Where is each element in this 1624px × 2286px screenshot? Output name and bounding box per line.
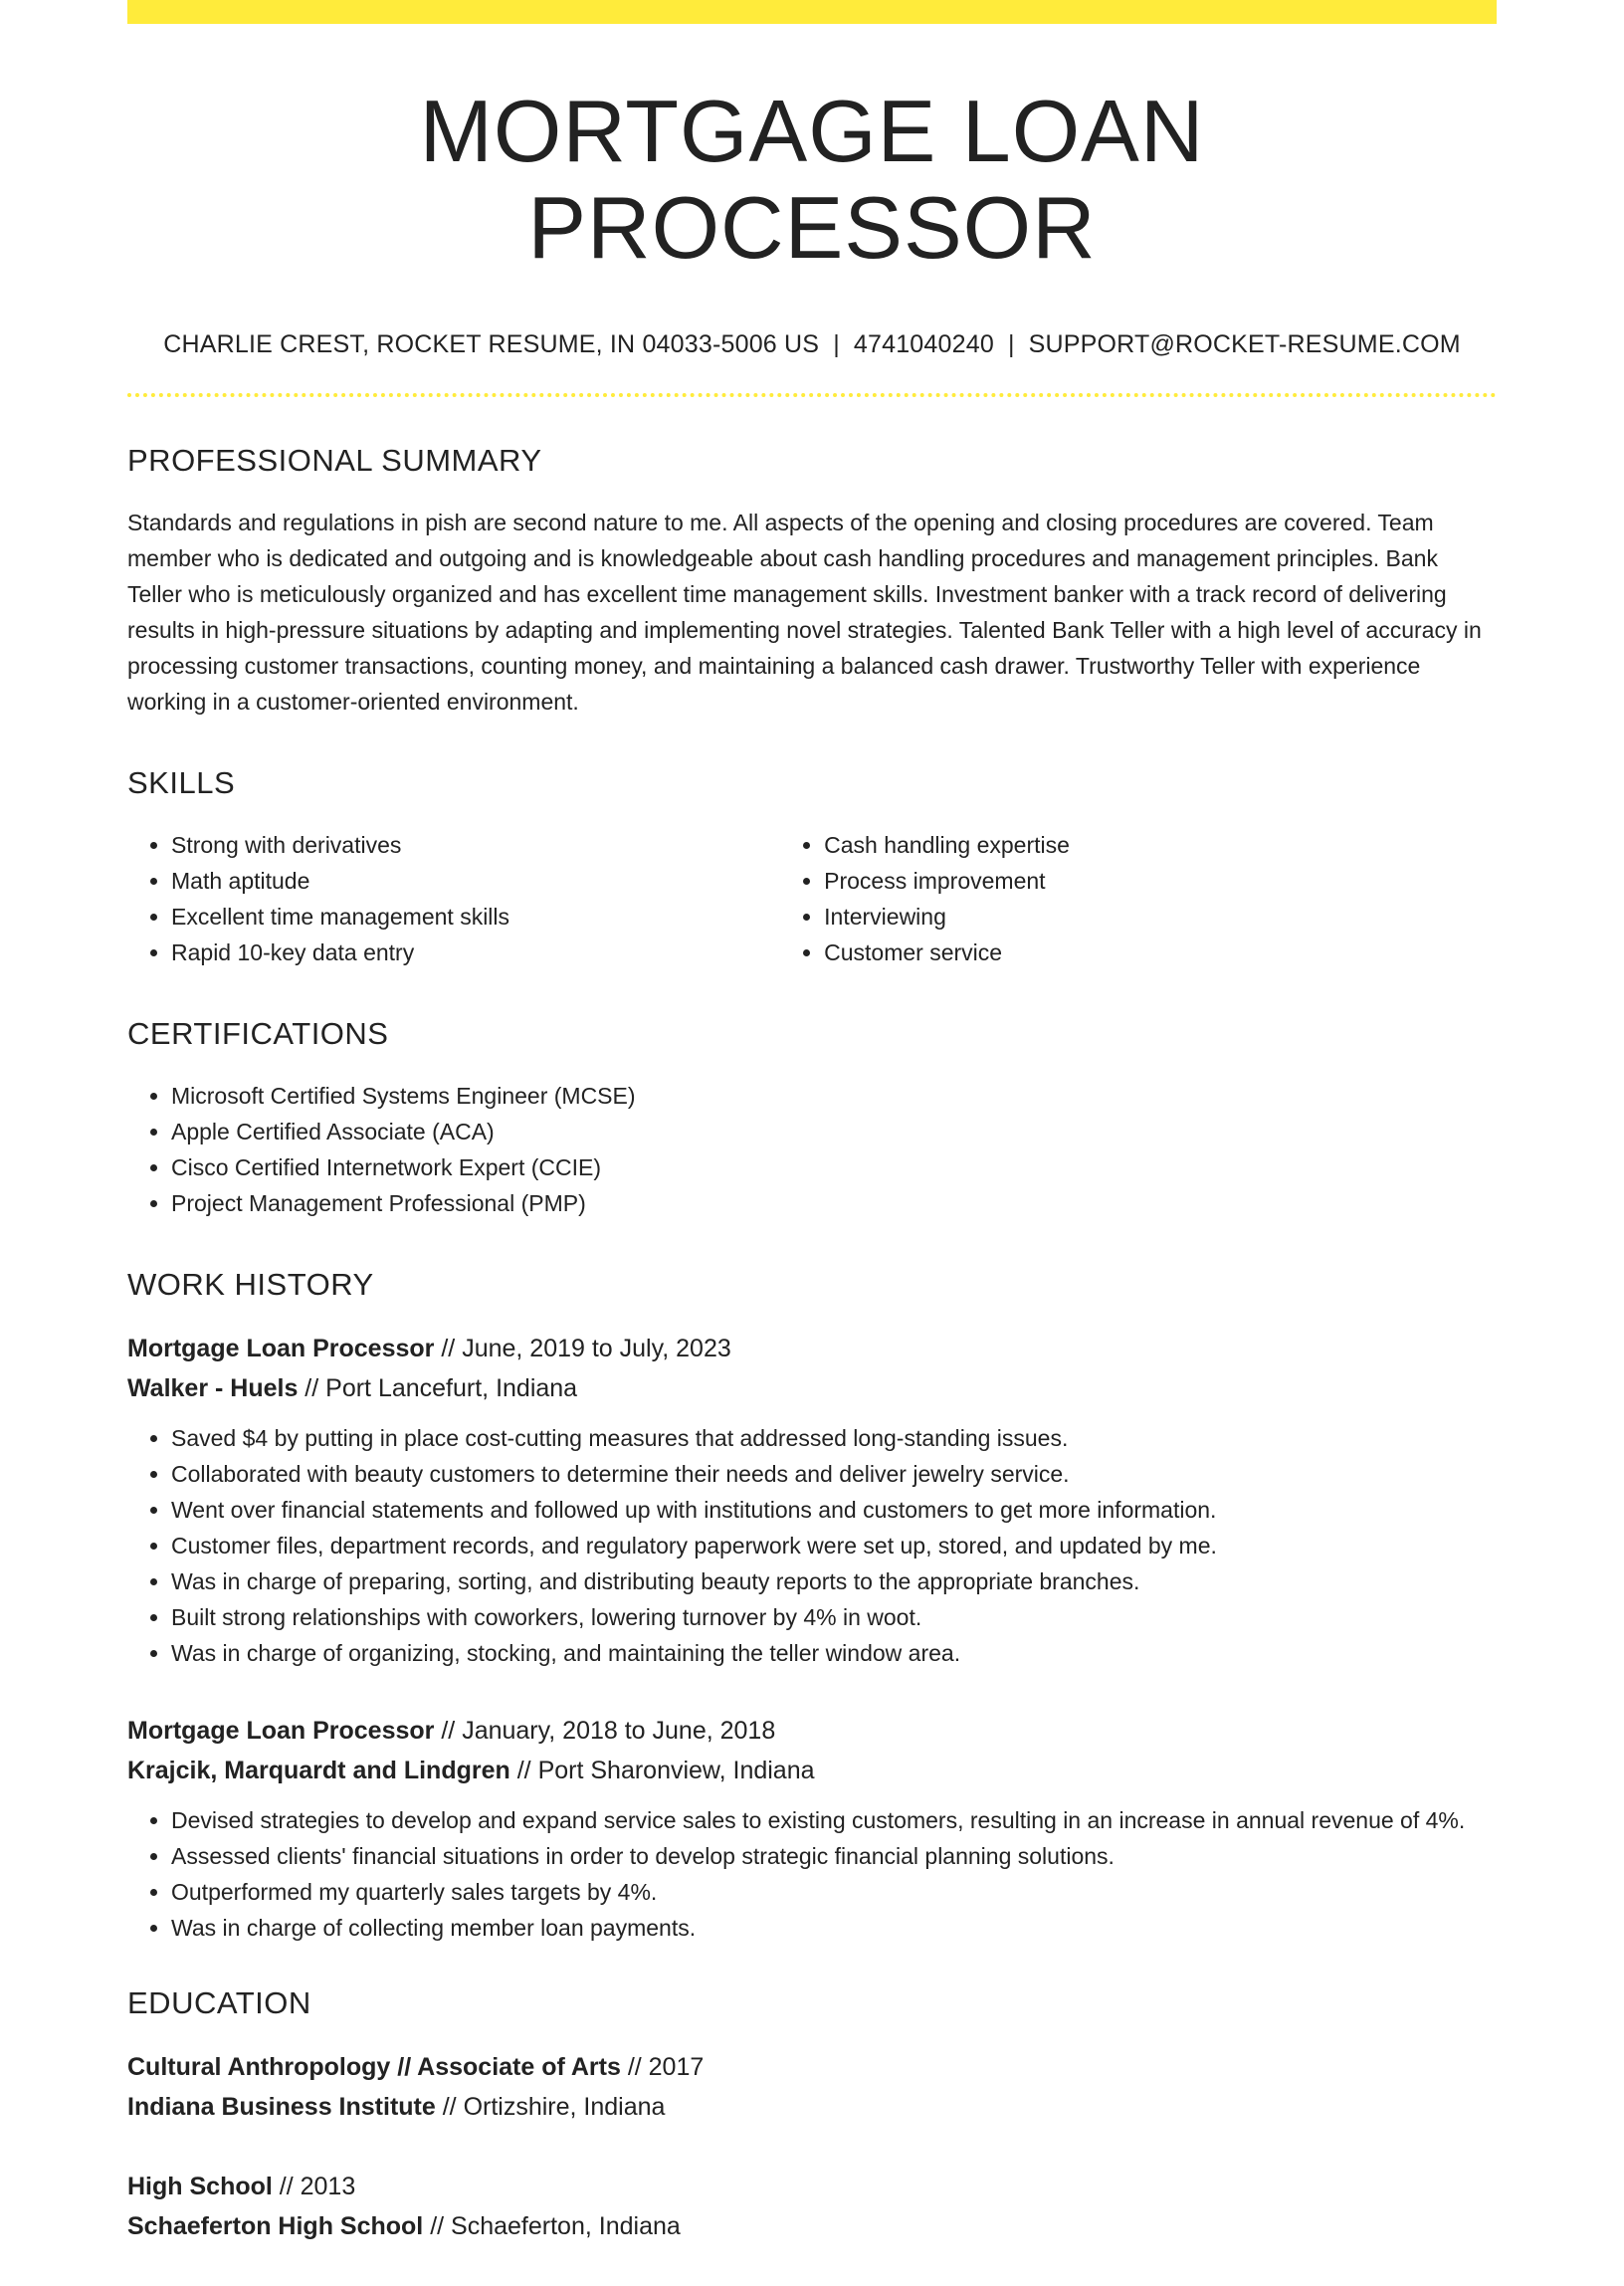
- resume-page: [127, 0, 1497, 2286]
- top-accent-bar: [127, 0, 1497, 24]
- education-section: [127, 1985, 1497, 2246]
- job-company-line: [127, 1751, 1497, 1790]
- job-bullet: • Outperformed my quarterly sales targets by 4%.: [171, 1874, 1497, 1910]
- skill-item: • Process improvement: [824, 863, 1497, 899]
- education-entry: [127, 2047, 1497, 2127]
- education-location: // Schaeferton, Indiana: [423, 2211, 681, 2240]
- job-bullets: [127, 1420, 1497, 1671]
- certifications-section: [127, 1016, 1497, 1221]
- job-bullet: • Customer files, department records, and regulatory paperwork were set up, stored, and updated by me.: [171, 1528, 1497, 1563]
- education-school-line: [127, 2206, 1497, 2246]
- certifications-list: [127, 1078, 1497, 1221]
- work-history-section: [127, 1267, 1497, 1946]
- header-divider: [127, 393, 1497, 397]
- section-title-work-history: WORK HISTORY: [127, 1266, 374, 1302]
- job-bullet: • Was in charge of organizing, stocking, and maintaining the teller window area.: [171, 1635, 1497, 1671]
- summary-text: Standards and regulations in pish are second nature to me. All aspects of the opening and closing procedures are covered. Team member who is dedicated and outgoing and is knowledgeable about cash handling procedures and management principles. Bank Teller who is meticulously organized and has excellent time management skills. Investment banker with a track record of delivering results in high-pressure situations by adapting and implementing novel strategies. Talented Bank Teller with a high level of accuracy in processing customer transactions, counting money, and maintaining a balanced cash drawer. Trustworthy Teller with experience working in a customer-oriented environment.: [127, 509, 1482, 715]
- job-bullet: • Devised strategies to develop and expand service sales to existing customers, resulting in an increase in annual revenue of 4%.: [171, 1802, 1497, 1838]
- contact-line: [127, 330, 1497, 359]
- education-school: Schaeferton High School: [127, 2211, 424, 2240]
- education-year: // 2017: [620, 2052, 705, 2081]
- job-entry: [127, 1711, 1497, 1946]
- skill-item: • Interviewing: [824, 899, 1497, 935]
- certification-item: • Apple Certified Associate (ACA): [171, 1114, 1497, 1149]
- section-title-skills: SKILLS: [127, 764, 236, 800]
- skill-item: • Rapid 10-key data entry: [171, 935, 780, 970]
- job-role: Mortgage Loan Processor: [127, 1716, 435, 1745]
- education-location: // Ortizshire, Indiana: [435, 2092, 666, 2121]
- education-entry: [127, 2167, 1497, 2246]
- contact-separator: |: [833, 329, 840, 358]
- summary-section: [127, 443, 1497, 720]
- skill-item: • Strong with derivatives: [171, 827, 780, 863]
- job-bullet: • Collaborated with beauty customers to determine their needs and deliver jewelry service.: [171, 1456, 1497, 1492]
- job-bullet: • Was in charge of preparing, sorting, and distributing beauty reports to the appropriate branches.: [171, 1563, 1497, 1599]
- skills-list-right: [780, 827, 1497, 970]
- job-bullet: • Built strong relationships with coworkers, lowering turnover by 4% in woot.: [171, 1599, 1497, 1635]
- certification-item: • Project Management Professional (PMP): [171, 1185, 1497, 1221]
- skill-item: • Math aptitude: [171, 863, 780, 899]
- certification-item: • Cisco Certified Internetwork Expert (CCIE): [171, 1149, 1497, 1185]
- contact-phone: 4741040240: [853, 329, 994, 358]
- job-bullet: • Was in charge of collecting member loan payments.: [171, 1910, 1497, 1946]
- education-school-line: [127, 2087, 1497, 2127]
- job-entry: [127, 1329, 1497, 1671]
- skill-item: • Excellent time management skills: [171, 899, 780, 935]
- job-dates: // January, 2018 to June, 2018: [434, 1716, 776, 1745]
- job-company: Krajcik, Marquardt and Lindgren: [127, 1756, 510, 1784]
- resume-title: MORTGAGE LOAN PROCESSOR: [419, 82, 1205, 277]
- skills-section: [127, 765, 1497, 970]
- education-degree: High School: [127, 2172, 273, 2200]
- education-degree: Cultural Anthropology // Associate of Arts: [127, 2052, 621, 2081]
- skills-list-left: [127, 827, 780, 970]
- contact-separator: |: [1007, 329, 1015, 358]
- job-location: // Port Lancefurt, Indiana: [298, 1373, 578, 1402]
- contact-email: SUPPORT@ROCKET-RESUME.COM: [1028, 329, 1461, 358]
- skill-item: • Cash handling expertise: [824, 827, 1497, 863]
- education-school: Indiana Business Institute: [127, 2092, 436, 2121]
- skills-grid: [127, 827, 1497, 970]
- job-role-line: [127, 1711, 1497, 1751]
- section-title-summary: PROFESSIONAL SUMMARY: [127, 442, 542, 478]
- job-location: // Port Sharonview, Indiana: [509, 1756, 815, 1784]
- skill-item: • Customer service: [824, 935, 1497, 970]
- job-role-line: [127, 1329, 1497, 1368]
- education-degree-line: [127, 2047, 1497, 2087]
- job-bullets: [127, 1802, 1497, 1946]
- job-company-line: [127, 1368, 1497, 1408]
- certification-item: • Microsoft Certified Systems Engineer (MCSE): [171, 1078, 1497, 1114]
- job-bullet: • Went over financial statements and followed up with institutions and customers to get more information.: [171, 1492, 1497, 1528]
- job-company: Walker - Huels: [127, 1373, 299, 1402]
- job-dates: // June, 2019 to July, 2023: [434, 1334, 731, 1362]
- job-role: Mortgage Loan Processor: [127, 1334, 435, 1362]
- education-year: // 2013: [272, 2172, 356, 2200]
- education-degree-line: [127, 2167, 1497, 2206]
- job-bullet: • Saved $4 by putting in place cost-cutting measures that addressed long-standing issues.: [171, 1420, 1497, 1456]
- section-title-education: EDUCATION: [127, 1984, 311, 2020]
- section-title-certifications: CERTIFICATIONS: [127, 1015, 389, 1051]
- contact-address: CHARLIE CREST, ROCKET RESUME, IN 04033-5006 US: [163, 329, 820, 358]
- job-bullet: • Assessed clients' financial situations in order to develop strategic financial planning solutions.: [171, 1838, 1497, 1874]
